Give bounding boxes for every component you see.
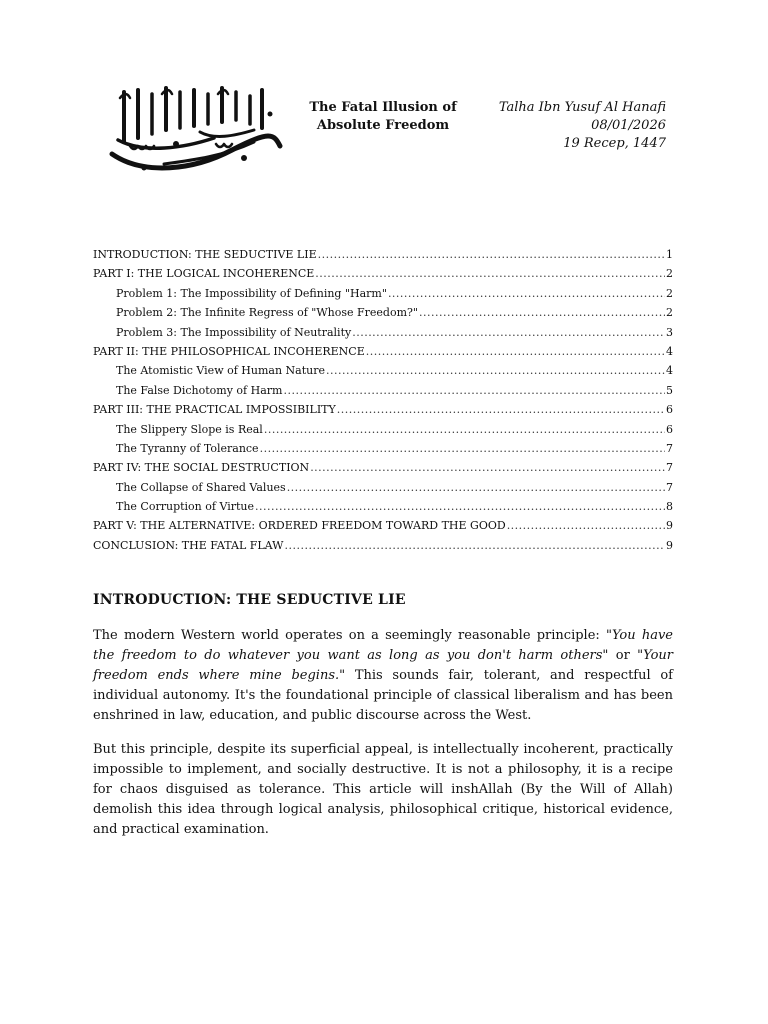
toc-entry-page: 9 (666, 538, 673, 552)
toc-leader-dots (326, 361, 665, 380)
text-run: " or " (602, 648, 644, 663)
date-hijri: 19 Recep, 1447 (563, 136, 666, 151)
toc-entry[interactable] (93, 420, 673, 439)
toc-entry-title: The Atomistic View of Human Nature (116, 364, 325, 378)
toc-entry[interactable] (93, 478, 673, 497)
toc-leader-dots (507, 516, 665, 535)
toc-entry-title: CONCLUSION: THE FATAL FLAW (93, 538, 284, 552)
toc-entry[interactable] (93, 439, 673, 458)
toc-entry[interactable] (93, 400, 673, 419)
section-heading: INTRODUCTION: THE SEDUCTIVE LIE (93, 592, 406, 608)
toc-entry-title: INTRODUCTION: THE SEDUCTIVE LIE (93, 247, 317, 261)
toc-entry[interactable] (93, 284, 673, 303)
toc-entry-title: Problem 3: The Impossibility of Neutrality (116, 325, 352, 339)
toc-leader-dots (366, 342, 665, 361)
table-of-contents (93, 245, 673, 555)
toc-leader-dots (310, 458, 665, 477)
toc-entry-page: 8 (666, 500, 673, 514)
toc-entry-page: 2 (666, 267, 673, 281)
toc-entry[interactable] (93, 342, 673, 361)
toc-entry-page: 7 (666, 480, 673, 494)
toc-entry-page: 2 (666, 306, 673, 320)
date-gregorian: 08/01/2026 (591, 118, 666, 133)
toc-entry-title: The Collapse of Shared Values (116, 480, 286, 494)
toc-leader-dots (287, 478, 665, 497)
toc-entry-title: PART V: THE ALTERNATIVE: ORDERED FREEDOM TOWARD THE GOOD (93, 519, 506, 533)
toc-entry-title: Problem 2: The Infinite Regress of "Whose Freedom?" (116, 306, 418, 320)
toc-entry[interactable] (93, 323, 673, 342)
toc-entry[interactable] (93, 497, 673, 516)
toc-entry[interactable] (93, 264, 673, 283)
toc-entry-page: 2 (666, 286, 673, 300)
text-run: " This sounds fair, tolerant, and respectful of individual autonomy. It's the foundational principle of classical liberalism and has been enshrined in law, education, and public discourse across the West. (93, 668, 673, 723)
intro-paragraph-2: But this principle, despite its superficial appeal, is intellectually incoherent, practically impossible to implement, and socially destructive. It is not a philosophy, it is a recipe for chaos disguised as tolerance. This article will inshAllah (By the Will of Allah) demolish this idea through logical analysis, philosophical critique, historical evidence, and practical examination. (93, 742, 673, 837)
toc-entry[interactable] (93, 361, 673, 380)
calligraphy-logo (104, 84, 284, 176)
toc-leader-dots (388, 284, 665, 303)
toc-leader-dots (318, 245, 665, 264)
toc-entry-title: Problem 1: The Impossibility of Defining "Harm" (116, 286, 387, 300)
toc-entry-title: The False Dichotomy of Harm (116, 383, 283, 397)
toc-entry-title: The Tyranny of Tolerance (116, 441, 259, 455)
title-line-2: Absolute Freedom (316, 118, 450, 133)
toc-entry-page: 4 (666, 364, 673, 378)
toc-leader-dots (264, 420, 665, 439)
toc-entry[interactable] (93, 536, 673, 555)
toc-entry[interactable] (93, 516, 673, 535)
document-meta (499, 99, 666, 153)
toc-leader-dots (337, 400, 665, 419)
quote-2: Your freedom ends where mine begins. (93, 648, 673, 683)
text-run: The modern Western world operates on a seemingly reasonable principle: " (93, 628, 612, 643)
toc-leader-dots (315, 264, 665, 283)
toc-entry-page: 1 (666, 247, 673, 261)
toc-leader-dots (260, 439, 665, 458)
toc-entry-page: 6 (666, 403, 673, 417)
toc-entry-title: PART II: THE PHILOSOPHICAL INCOHERENCE (93, 344, 365, 358)
toc-entry-title: PART IV: THE SOCIAL DESTRUCTION (93, 461, 310, 475)
title-line-1: The Fatal Illusion of (309, 100, 457, 115)
toc-entry-page: 7 (666, 441, 673, 455)
toc-entry[interactable] (93, 303, 673, 322)
toc-leader-dots (255, 497, 665, 516)
author-name: Talha Ibn Yusuf Al Hanafi (498, 100, 666, 115)
toc-entry[interactable] (93, 245, 673, 264)
toc-entry-page: 5 (666, 383, 673, 397)
document-title (300, 99, 466, 135)
toc-entry-title: PART III: THE PRACTICAL IMPOSSIBILITY (93, 403, 336, 417)
toc-entry-title: The Corruption of Virtue (116, 500, 254, 514)
toc-entry-title: The Slippery Slope is Real (116, 422, 263, 436)
toc-entry[interactable] (93, 381, 673, 400)
toc-leader-dots (352, 323, 665, 342)
arabic-calligraphy-shahada-icon (104, 84, 284, 176)
quote-1: You have the freedom to do whatever you want as long as you don't harm others (93, 628, 673, 663)
toc-leader-dots (283, 381, 665, 400)
intro-paragraph-1 (93, 626, 673, 726)
toc-entry-title: PART I: THE LOGICAL INCOHERENCE (93, 267, 315, 281)
toc-entry[interactable] (93, 458, 673, 477)
toc-entry-page: 6 (666, 422, 673, 436)
toc-leader-dots (419, 303, 665, 322)
toc-entry-page: 7 (666, 461, 673, 475)
toc-entry-page: 9 (666, 519, 673, 533)
toc-entry-page: 4 (666, 344, 673, 358)
toc-entry-page: 3 (666, 325, 673, 339)
toc-leader-dots (284, 536, 665, 555)
